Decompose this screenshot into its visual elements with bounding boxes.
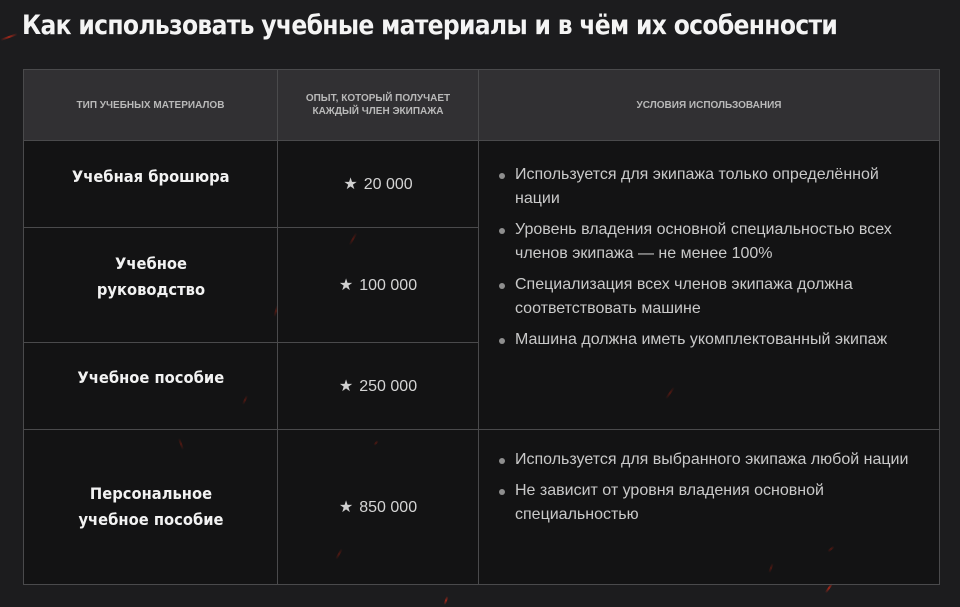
experience-value: 20 000 xyxy=(363,176,413,193)
condition-item: Уровень владения основной специальностью всех членов экипажа — не менее 100% xyxy=(497,218,911,266)
materials-table xyxy=(23,69,940,585)
conditions-list xyxy=(479,448,939,527)
experience-cell xyxy=(278,141,479,228)
experience-cell xyxy=(278,430,479,585)
material-type-cell xyxy=(24,141,278,228)
material-type-cell xyxy=(24,228,278,343)
experience-cell xyxy=(278,228,479,343)
condition-item: Машина должна иметь укомплектованный экипаж xyxy=(497,328,911,352)
header-conditions: УСЛОВИЯ ИСПОЛЬЗОВАНИЯ xyxy=(479,70,940,141)
experience-cell xyxy=(278,343,479,430)
condition-item: Не зависит от уровня владения основной специальностью xyxy=(497,479,911,527)
conditions-list xyxy=(479,163,939,352)
star-icon: ★ xyxy=(343,176,358,193)
material-name: Учебное руководство xyxy=(96,254,205,299)
material-name: Персональное учебное пособие xyxy=(77,484,224,529)
material-name: Учебная брошюра xyxy=(71,167,230,186)
condition-item: Используется для экипажа только определённой нации xyxy=(497,163,911,211)
condition-item: Используется для выбранного экипажа любой нации xyxy=(497,448,911,472)
condition-item: Специализация всех членов экипажа должна соответствовать машине xyxy=(497,273,911,321)
star-icon: ★ xyxy=(338,499,354,516)
header-material-type: ТИП УЧЕБНЫХ МАТЕРИАЛОВ xyxy=(24,70,278,141)
table-row xyxy=(24,141,940,228)
material-name: Учебное пособие xyxy=(77,368,224,387)
table-row xyxy=(24,430,940,585)
table-header-row xyxy=(24,70,940,141)
ember-spark xyxy=(0,33,18,41)
conditions-cell xyxy=(479,430,940,585)
material-type-cell xyxy=(24,343,278,430)
conditions-cell xyxy=(479,141,940,430)
star-icon: ★ xyxy=(338,277,354,294)
experience-value: 100 000 xyxy=(359,277,418,294)
experience-value: 250 000 xyxy=(359,378,418,395)
star-icon: ★ xyxy=(338,378,354,395)
ember-spark xyxy=(444,596,449,605)
material-type-cell xyxy=(24,430,278,585)
experience-value: 850 000 xyxy=(359,499,418,516)
header-experience: ОПЫТ, КОТОРЫЙ ПОЛУЧАЕТ КАЖДЫЙ ЧЛЕН ЭКИПАЖА xyxy=(278,70,479,141)
page-title: Как использовать учебные материалы и в чём их особенности xyxy=(22,10,838,41)
